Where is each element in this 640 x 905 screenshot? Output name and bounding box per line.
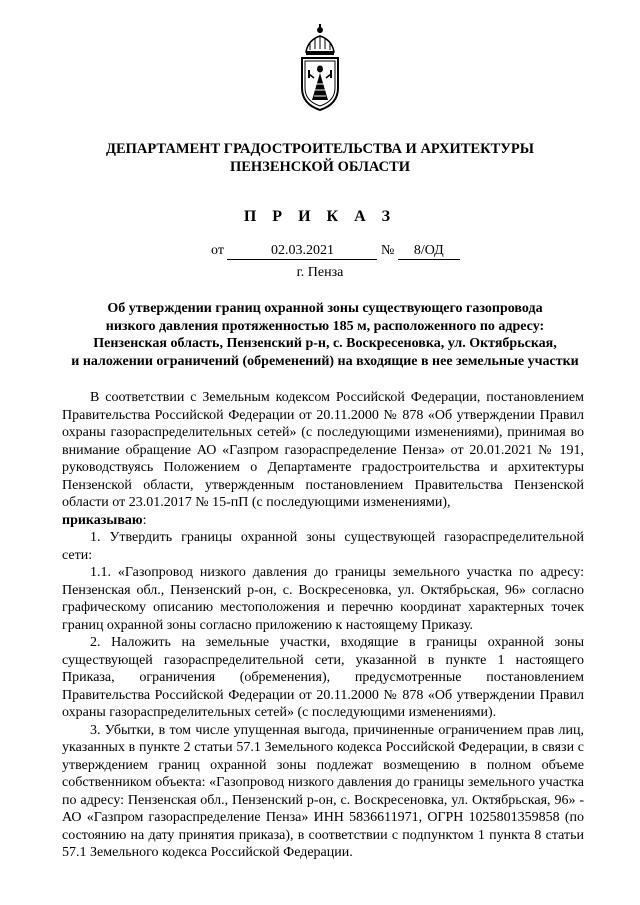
subject-heading [50,300,600,370]
item-3: 3. Убытки, в том числе упущенная выгода, причиненные ограничением прав лиц, указанных в пункте 2 статьи 57.1 Земельного кодекса Российской Федерации, в связи с утверждением границ охранной зоны подлежат возмещению в полном объеме собственником объекта: «Газопровод низкого давления до границы земельного участка по адресу: Пензенская обл., Пензенский р-он, с. Воскресеновка, ул. Октябрьская, 96» - АО «Газпром газораспределение Пенза» ИНН 5836611971, ОГРН 1025801359858 (по состоянию на дату принятия приказа), в соответствии с подпунктом 1 пункта 8 статьи 57.1 Земельного кодекса Российской Федерации. [62,722,584,860]
number-prefix: № [380,243,395,258]
subject-line-1: Об утверждении границ охранной зоны существующего газопровода [107,301,543,316]
order-word: приказываю [62,512,143,528]
city: г. Пенза [296,265,344,280]
coat-of-arms-icon [296,22,344,112]
department-line-1: ДЕПАРТАМЕНТ ГРАДОСТРОИТЕЛЬСТВА И АРХИТЕКТУРЫ [105,141,535,157]
department-title [0,140,640,176]
preamble-paragraph [62,389,584,529]
order-number: 8/ОД [398,243,460,260]
subject-line-4: и наложении ограничений (обременений) на входящие в нее земельные участки [71,353,579,369]
item-1: 1. Утвердить границы охранной зоны существующей газораспределительной сети: [62,530,584,563]
department-line-2: ПЕНЗЕНСКОЙ ОБЛАСТИ [229,159,411,175]
subject-line-2: низкого давления протяженностью 185 м, расположенного по адресу: [105,318,545,334]
document-type: П Р И К А З [243,208,397,225]
date-number-line [211,243,460,260]
item-2: 2. Наложить на земельные участки, входящие в границы охранной зоны существующей газораспределительной сети, указанной в пункте 1 настоящего Приказа, ограничения (обременения), предусмотренные постановлением Правительства Российской Федерации от 20.11.2000 № 878 «Об утверждении Правил охраны газораспределительных сетей» (с последующими изменениями). [62,635,584,720]
subject-line-3: Пензенская область, Пензенский р-н, с. Воскресеновка, ул. Октябрьская, [93,336,557,351]
date-prefix: от [211,243,224,258]
document-body [62,389,584,862]
order-colon: : [142,512,147,528]
preamble-text: В соответствии с Земельным кодексом Российской Федерации, постановлением Правительства Российской Федерации от 20.11.2000 № 878 «Об утверждении Правил охраны газораспределительных сетей» (с последующими изменениями), принимая во внимание обращение АО «Газпром газораспределение Пенза» от 20.01.2021 № 191, руководствуясь Положением о Департаменте градостроительства и архитектуры Пензенской области, утвержденным постановлением Правительства Пензенской области от 23.01.2017 № 15-пП (с последующими изменениями), [62,390,584,510]
order-date: 02.03.2021 [227,243,377,260]
item-1-1: 1.1. «Газопровод низкого давления до границы земельного участка по адресу: Пензенская обл., Пензенский р-он, с. Воскресеновка, ул. Октябрьская, 96» согласно графическому описанию местоположения и перечню координат характерных точек границ охранной зоны согласно приложению к настоящему Приказу. [62,565,584,633]
